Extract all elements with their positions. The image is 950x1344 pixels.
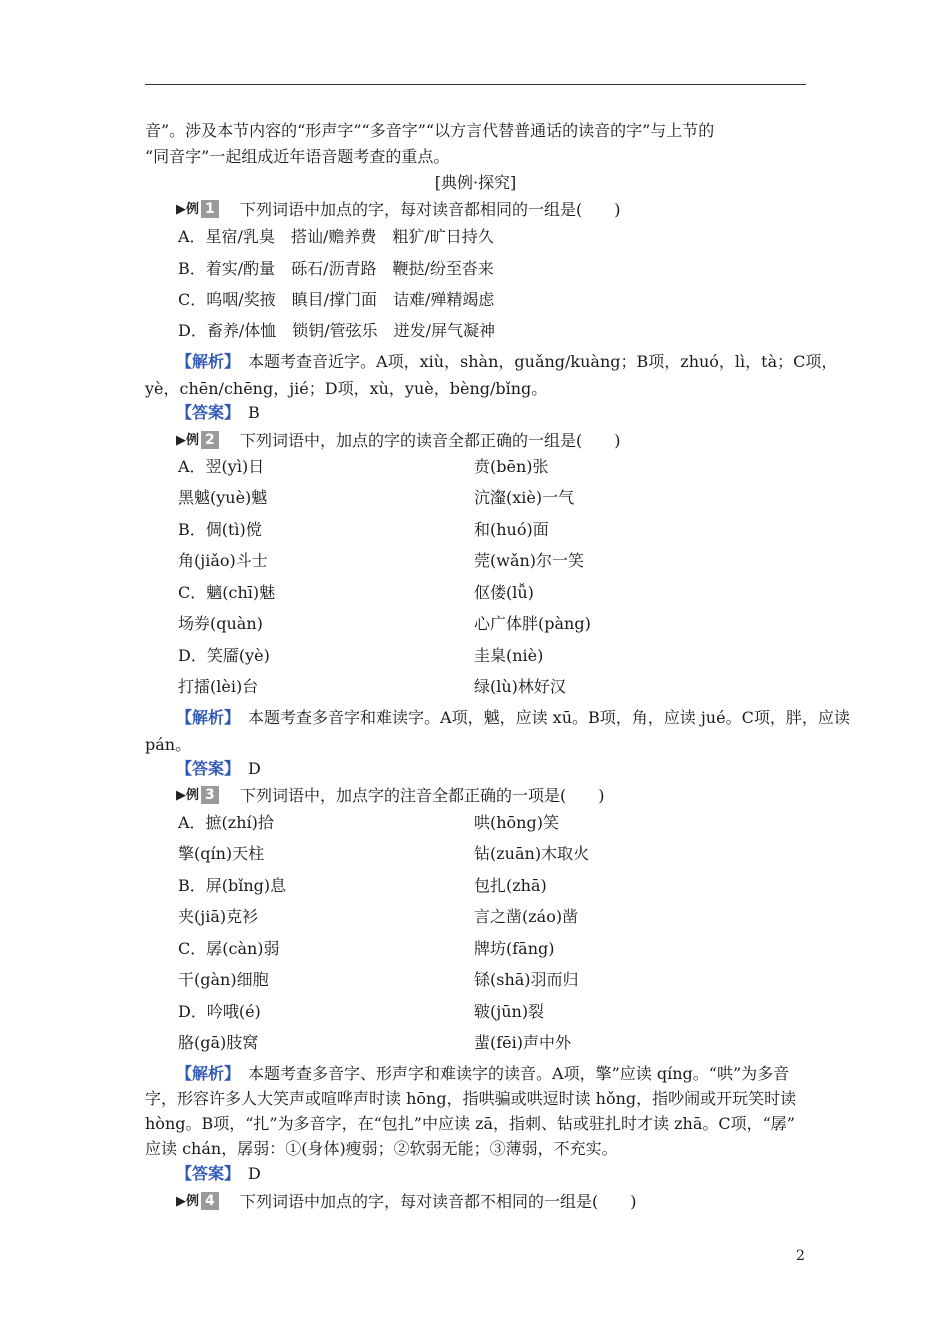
example-number: 1 [201,200,219,218]
analysis-label: 【解析】 [176,352,233,371]
ex2-analysis-line-1 [176,707,850,729]
ex1-option-c: C．呜咽/奖掖 瞋目/撑门面 诘难/殚精竭虑 [178,290,495,309]
ex3-row-7-right: 皲(jūn)裂 [474,1002,545,1021]
example-prefix: ▶例 [176,202,199,217]
analysis-text: 本题考查多音字、形声字和难读字的读音。A项，擎”应读 qíng。“哄”为多音 [248,1064,790,1083]
analysis-label: 【解析】 [176,1064,233,1083]
example-number: 2 [201,431,219,449]
example-number: 3 [201,786,219,804]
ex3-answer [176,1163,261,1185]
answer-label: 【答案】 [176,403,233,422]
example-prefix: ▶例 [176,1194,199,1209]
ex2-row-4-left: 角(jiǎo)斗士 [178,551,268,570]
example-tag-4 [176,1192,219,1211]
ex4-question: 下列词语中加点的字，每对读音都不相同的一组是( ) [240,1192,637,1211]
ex2-row-6-right: 心广体胖(pàng) [474,614,591,633]
ex2-row-5-right: 伛偻(lǚ) [474,583,534,602]
ex3-row-8-left: 胳(gā)肢窝 [178,1033,259,1052]
ex3-analysis-line-1 [176,1063,789,1085]
analysis-text: 本题考查多音字和难读字。A项，魆，应读 xū。B项，角，应读 jué。C项，胖，应读 [248,708,850,727]
ex2-question: 下列词语中，加点的字的读音全都正确的一组是( ) [240,431,621,450]
ex2-row-8-right: 绿(lù)林好汉 [474,677,566,696]
ex2-row-4-right: 莞(wǎn)尔一笑 [474,551,585,570]
ex3-row-7-left: D．吟哦(é) [178,1002,261,1021]
answer-value: B [248,403,260,422]
ex2-row-6-left: 场券(quàn) [178,614,263,633]
ex3-row-3-left: B．屏(bǐng)息 [178,876,287,895]
example-number: 4 [201,1192,219,1210]
ex3-row-2-right: 钻(zuān)木取火 [474,844,590,863]
analysis-text: 本题考查音近字。A项，xiù，shàn，guǎng/kuàng；B项，zhuó，lì，tà；C项， [248,352,838,371]
ex1-question: 下列词语中加点的字，每对读音都相同的一组是( ) [240,200,621,219]
header-rule [145,84,806,85]
ex2-row-3-left: B．倜(tì)傥 [178,520,262,539]
example-tag-1 [176,200,219,219]
ex3-row-5-right: 牌坊(fāng) [474,939,555,958]
answer-label: 【答案】 [176,759,233,778]
ex3-row-6-left: 干(gàn)细胞 [178,970,269,989]
ex3-row-2-left: 擎(qín)天柱 [178,844,265,863]
ex2-row-5-left: C．魑(chī)魅 [178,583,276,602]
ex3-row-4-right: 言之凿(záo)凿 [474,907,579,926]
ex3-row-8-right: 蜚(fēi)声中外 [474,1033,571,1052]
ex3-row-6-right: 铩(shā)羽而归 [474,970,579,989]
ex2-row-7-right: 圭臬(niè) [474,646,544,665]
ex3-row-4-left: 夹(jiā)克衫 [178,907,259,926]
analysis-label: 【解析】 [176,708,233,727]
ex2-row-7-left: D．笑靥(yè) [178,646,270,665]
ex2-analysis-line-2: pán。 [145,735,192,754]
ex3-analysis-line-3: hòng。B项，“扎”为多音字，在“包扎”中应读 zā，指刺、钻或驻扎时才读 zhā。C项，“孱” [145,1114,795,1133]
answer-value: D [248,759,261,778]
intro-line-2: “同音字”一起组成近年语音题考查的重点。 [145,147,450,166]
intro-line-1: 音”。涉及本节内容的“形声字”“多音字”“以方言代替普通话的读音的字”与上节的 [145,121,715,140]
ex3-row-3-right: 包扎(zhā) [474,876,547,895]
answer-value: D [248,1164,261,1183]
ex3-row-5-left: C．孱(càn)弱 [178,939,280,958]
ex2-row-1-right: 贲(bēn)张 [474,457,549,476]
ex3-row-1-right: 哄(hōng)笑 [474,813,559,832]
ex1-analysis-line-2: yè，chēn/chēng，jié；D项，xù，yuè，bèng/bǐng。 [145,379,548,398]
ex3-analysis-line-4: 应读 chán，孱弱：①(身体)瘦弱；②软弱无能；③薄弱，不充实。 [145,1139,618,1158]
ex3-analysis-line-2: 字，形容许多人大笑声或喧哗声时读 hōng，指哄骗或哄逗时读 hǒng，指吵闹或开玩笑时读 [145,1089,797,1108]
ex3-row-1-left: A．摭(zhí)拾 [178,813,274,832]
ex2-row-1-left: A．翌(yì)日 [178,457,265,476]
example-tag-2 [176,431,219,450]
ex2-row-2-right: 沆瀣(xiè)一气 [474,488,575,507]
page-number: 2 [796,1248,805,1264]
ex3-question: 下列词语中，加点字的注音全都正确的一项是( ) [240,786,605,805]
example-tag-3 [176,786,219,805]
section-title: [典例·探究] [434,173,517,192]
ex2-row-8-left: 打擂(lèi)台 [178,677,259,696]
example-prefix: ▶例 [176,788,199,803]
ex1-option-b: B．着实/酌量 砾石/沥青路 鞭挞/纷至沓来 [178,259,494,278]
ex1-answer [176,402,260,424]
ex1-option-d: D．畜养/体恤 锁钥/管弦乐 迸发/屏气凝神 [178,321,496,340]
example-prefix: ▶例 [176,433,199,448]
ex1-analysis-line-1 [176,351,837,373]
ex1-option-a: A．星宿/乳臭 搭讪/赡养费 粗犷/旷日持久 [178,227,494,246]
ex2-answer [176,758,261,780]
answer-label: 【答案】 [176,1164,233,1183]
ex2-row-2-left: 黑魆(yuè)魆 [178,488,268,507]
ex2-row-3-right: 和(huó)面 [474,520,549,539]
